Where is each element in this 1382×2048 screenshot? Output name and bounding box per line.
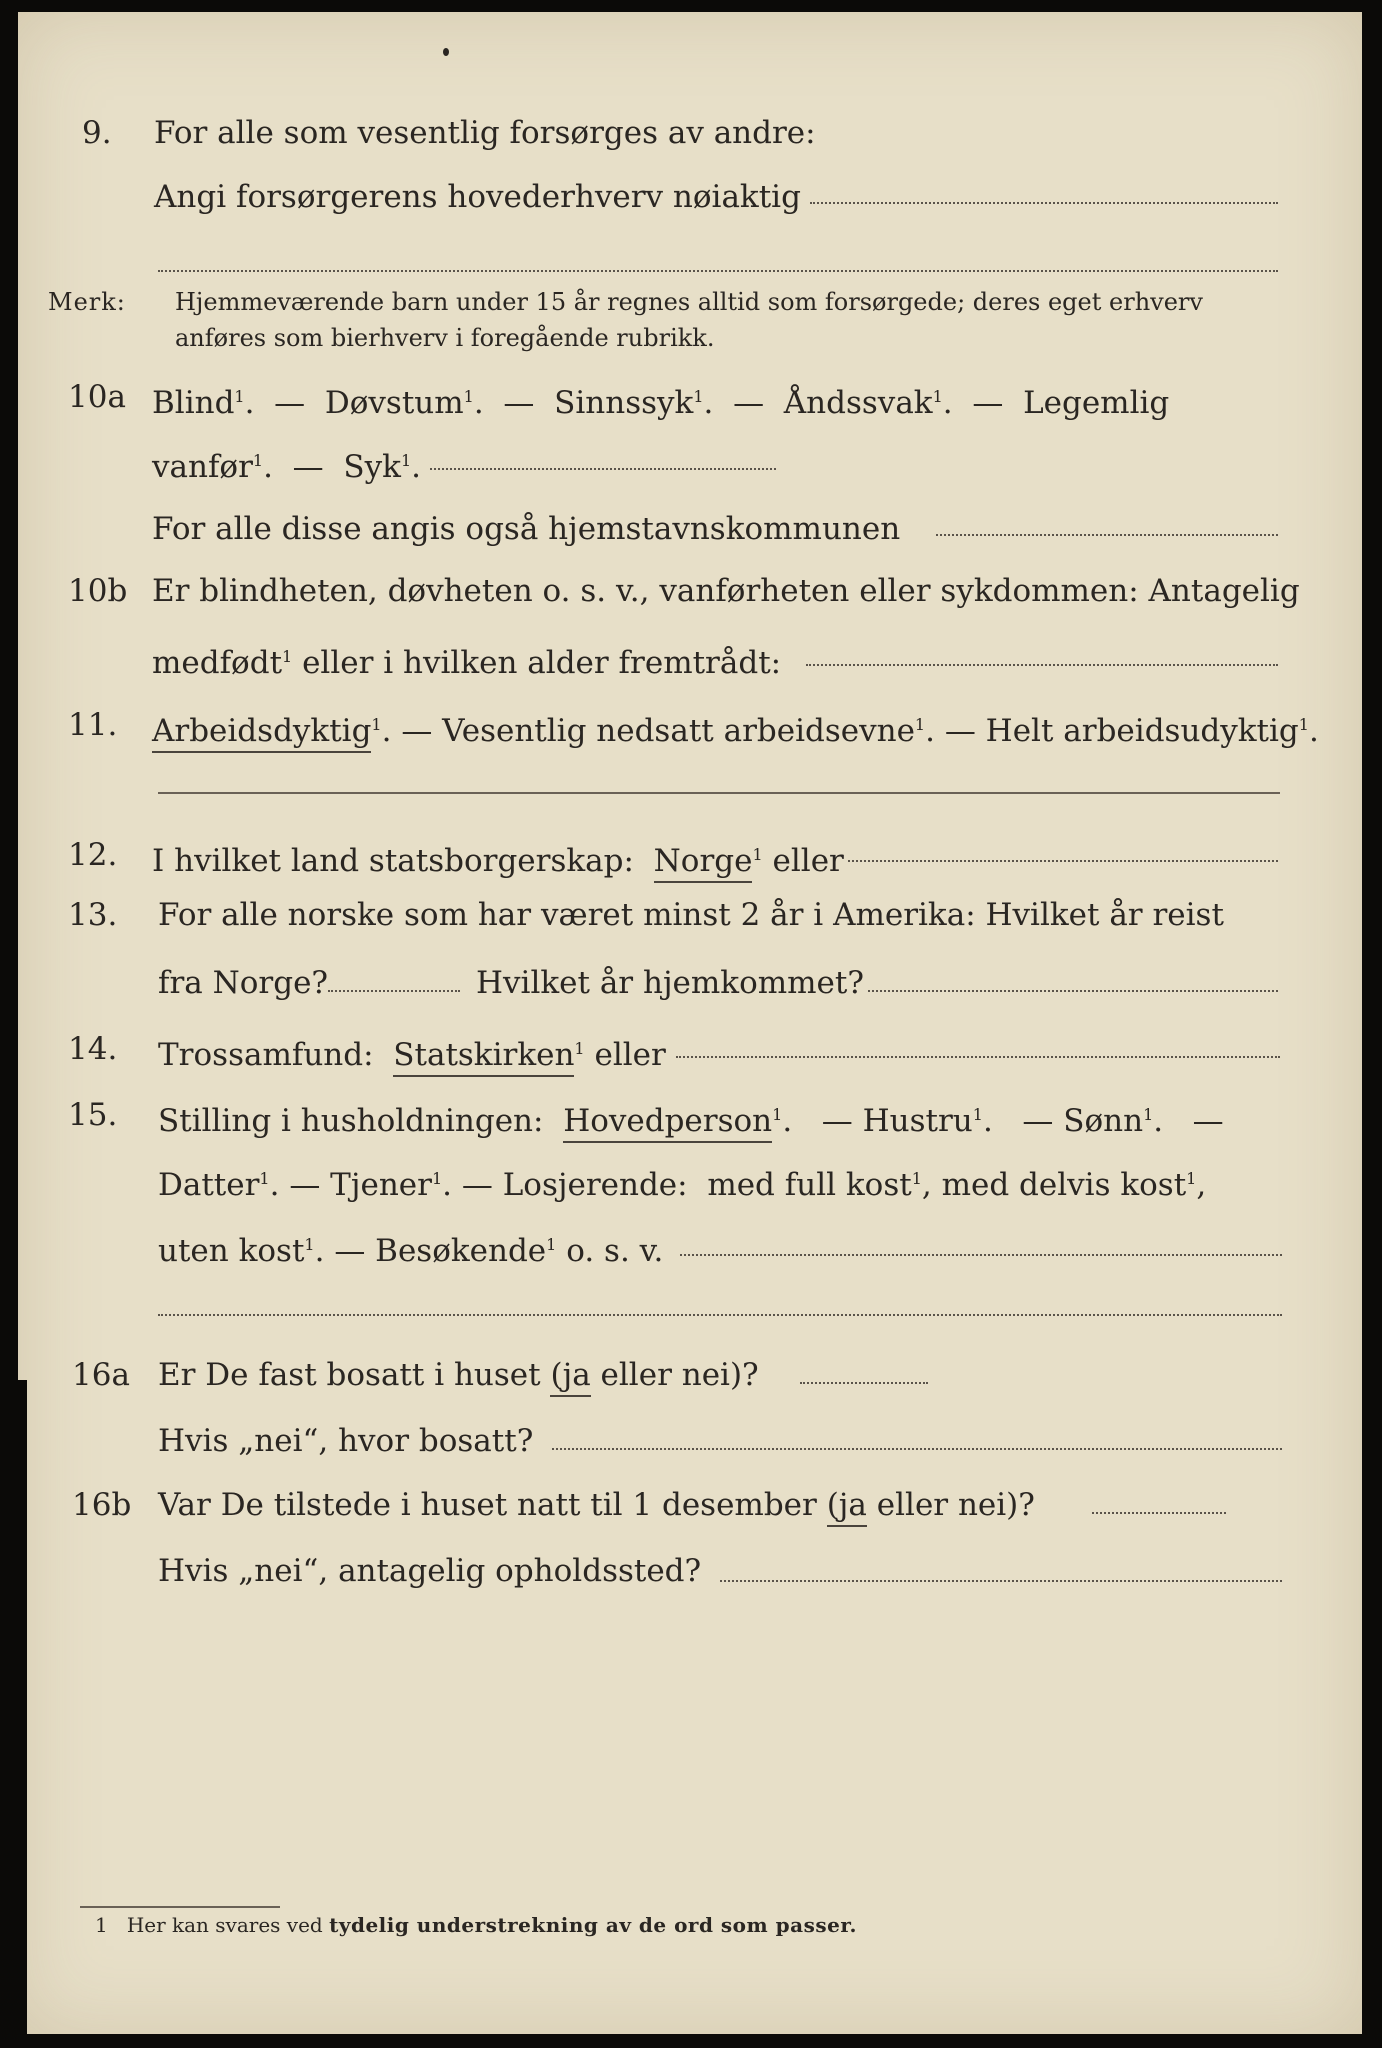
q13-fra: fra Norge? bbox=[158, 965, 329, 1001]
q16a-ja-underlined: (ja bbox=[550, 1357, 590, 1397]
question-10b bbox=[0, 566, 1382, 616]
q16b-ja-underlined: (ja bbox=[827, 1487, 867, 1527]
question-15-line2 bbox=[0, 1154, 1382, 1204]
q11-text: Arbeidsdyktig$^1$. — Vesentlig nedsatt arbeidsevne$^1$. — Helt arbeidsudyktig$^1$. bbox=[152, 700, 1319, 756]
q13-answer-line1[interactable] bbox=[328, 990, 460, 992]
merk-line2: anføres som bierhverv i foregående rubrikk. bbox=[175, 324, 715, 352]
q9-answer-line[interactable] bbox=[810, 202, 1278, 204]
q16b-text2: Hvis „nei“, antagelig opholdssted? bbox=[158, 1553, 702, 1589]
q15-text2: Datter$^1$. — Tjener$^1$. — Losjerende: med full kost$^1$, med delvis kost$^1$, bbox=[158, 1167, 1207, 1203]
question-16b bbox=[0, 1480, 1382, 1530]
q13-answer-line2[interactable] bbox=[868, 990, 1278, 992]
q15-hovedperson-underlined: Hovedperson bbox=[563, 1103, 772, 1143]
footnote-rule bbox=[80, 1906, 280, 1908]
q11-arbeidsdyktig-underlined: Arbeidsdyktig bbox=[152, 713, 371, 753]
q9-text: For alle som vesentlig forsørges av andre: bbox=[154, 115, 816, 151]
question-13 bbox=[0, 890, 1382, 940]
q13-text: For alle norske som har været minst 2 år i Amerika: Hvilket år reist bbox=[158, 897, 1224, 933]
q16b-answer-line2[interactable] bbox=[720, 1580, 1282, 1582]
question-10a-line3 bbox=[0, 504, 1382, 554]
q15-answer-line[interactable] bbox=[680, 1254, 1282, 1256]
merk-note bbox=[175, 284, 1203, 356]
footnote-mark: 1 bbox=[95, 1913, 108, 1937]
q16b-answer-line[interactable] bbox=[1092, 1512, 1226, 1514]
q9-answer-line2[interactable] bbox=[158, 270, 1278, 272]
q10a-blind: Blind$^1$. — Døvstum$^1$. — Sinnssyk$^1$. — Åndssvak$^1$. — Legemlig bbox=[152, 385, 1170, 421]
question-13-line2 bbox=[0, 958, 1382, 1008]
merk-line1: Hjemmeværende barn under 15 år regnes alltid som forsørgede; deres eget erhverv bbox=[175, 288, 1203, 316]
footnote-bold-text: tydelig understrekning av de ord som passer. bbox=[329, 1913, 857, 1937]
q12-number: 12. bbox=[68, 837, 118, 873]
q15-text3: uten kost$^1$. — Besøkende$^1$ o. s. v. bbox=[158, 1233, 664, 1269]
question-16a bbox=[0, 1350, 1382, 1400]
question-9-line2 bbox=[0, 172, 1382, 222]
q9-text2: Angi forsørgerens hovederhverv nøiaktig bbox=[154, 179, 801, 215]
q14-statskirken-underlined: Statskirken bbox=[393, 1037, 574, 1077]
merk-label: Merk: bbox=[48, 288, 126, 316]
q16b-text: Var De tilstede i huset natt til 1 desember (ja eller nei)? bbox=[158, 1480, 1035, 1530]
torn-edge bbox=[18, 1380, 40, 2034]
footnote bbox=[95, 1913, 857, 1937]
q11-number: 11. bbox=[68, 707, 118, 743]
q16b-number: 16b bbox=[72, 1487, 132, 1523]
footnote-text: Her kan svares ved bbox=[126, 1913, 323, 1937]
q16a-number: 16a bbox=[72, 1357, 130, 1393]
q10a-answer-line[interactable] bbox=[430, 468, 776, 470]
question-15 bbox=[0, 1090, 1382, 1140]
q9-number: 9. bbox=[82, 115, 112, 151]
q10a-text3: For alle disse angis også hjemstavnskommunen bbox=[152, 511, 901, 547]
question-11 bbox=[0, 700, 1382, 750]
question-16b-line2 bbox=[0, 1546, 1382, 1596]
question-9 bbox=[0, 108, 1382, 158]
q14-text: Trossamfund: Statskirken$^1$ eller bbox=[158, 1024, 666, 1080]
question-10a-line2 bbox=[0, 436, 1382, 486]
q11-answer-line[interactable] bbox=[158, 792, 1280, 794]
q13-number: 13. bbox=[68, 897, 118, 933]
q14-number: 14. bbox=[68, 1031, 118, 1067]
q16a-text2: Hvis „nei“, hvor bosatt? bbox=[158, 1423, 534, 1459]
q10b-answer-line[interactable] bbox=[806, 664, 1278, 666]
question-10b-line2 bbox=[0, 632, 1382, 682]
q14-answer-line[interactable] bbox=[676, 1056, 1280, 1058]
question-15-line3 bbox=[0, 1220, 1382, 1270]
q10b-text2: medfødt$^1$ eller i hvilken alder fremtrådt: bbox=[152, 645, 782, 681]
q15-number: 15. bbox=[68, 1097, 118, 1133]
q10a-vanfor: vanfør$^1$. — Syk$^1$. bbox=[152, 449, 421, 485]
q12-norge-underlined: Norge bbox=[654, 843, 753, 883]
q15-text: Stilling i husholdningen: Hovedperson$^1$. — Hustru$^1$. — Sønn$^1$. — bbox=[158, 1090, 1224, 1146]
q12-text: I hvilket land statsborgerskap: Norge$^1$ eller bbox=[152, 830, 844, 886]
q10a-number: 10a bbox=[68, 379, 126, 415]
q10b-number: 10b bbox=[68, 573, 128, 609]
q10b-text: Er blindheten, døvheten o. s. v., vanførheten eller sykdommen: Antagelig bbox=[152, 573, 1300, 609]
question-10a bbox=[0, 372, 1382, 422]
q10a-answer-line2[interactable] bbox=[936, 534, 1278, 536]
question-12 bbox=[0, 830, 1382, 880]
question-16a-line2 bbox=[0, 1416, 1382, 1466]
question-14 bbox=[0, 1024, 1382, 1074]
q16a-answer-line2[interactable] bbox=[552, 1448, 1282, 1450]
q13-hjem: Hvilket år hjemkommet? bbox=[476, 965, 864, 1001]
q15-answer-line2[interactable] bbox=[158, 1314, 1282, 1316]
q12-answer-line[interactable] bbox=[848, 860, 1278, 862]
ink-speck bbox=[443, 48, 449, 56]
q16a-answer-line[interactable] bbox=[800, 1382, 928, 1384]
q16a-text: Er De fast bosatt i huset (ja eller nei)? bbox=[158, 1350, 759, 1400]
